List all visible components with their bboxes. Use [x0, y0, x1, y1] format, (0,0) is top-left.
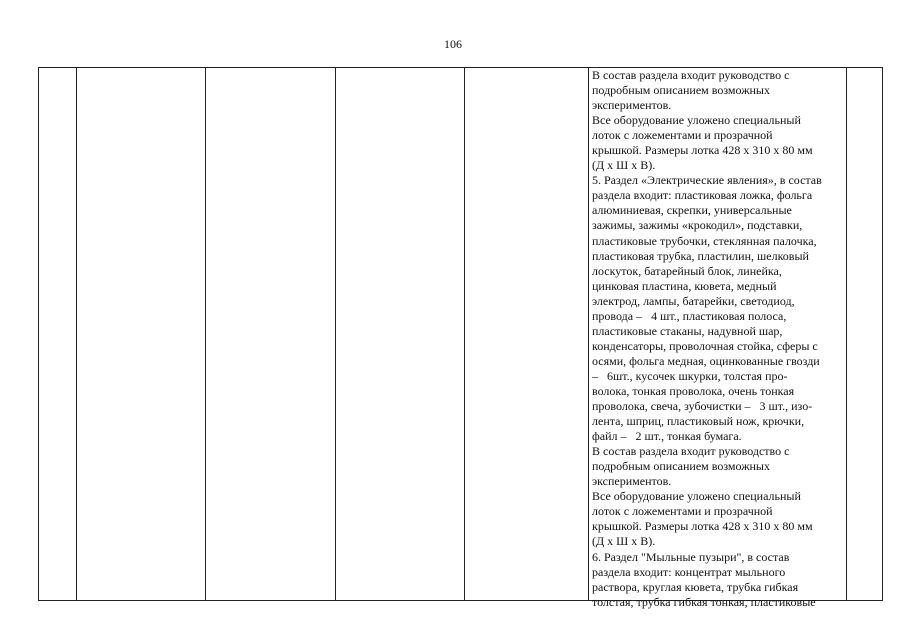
description-line: лента, шприц, пластиковый нож, крючки, — [592, 414, 805, 429]
description-line: Все оборудование уложено специальный — [592, 113, 801, 128]
description-line: 5. Раздел «Электрические явления», в состав — [592, 173, 822, 188]
description-line: электрод, лампы, батарейки, светодиод, — [592, 293, 795, 308]
description-line: Все оборудование уложено специальный — [592, 489, 801, 504]
description-cell — [592, 68, 847, 610]
column-divider — [76, 68, 77, 600]
description-line: конденсаторы, проволочная стойка, сферы с — [592, 338, 818, 353]
description-line: В состав раздела входит руководство с — [592, 68, 790, 82]
description-line: зажимы, зажимы «крокодил», подставки, — [592, 218, 803, 233]
description-line: алюминиевая, скрепки, универсальные — [592, 203, 792, 218]
description-line: волока, тонкая проволока, очень тонкая — [592, 383, 795, 398]
description-line: экспериментов. — [592, 474, 672, 489]
description-line: крышкой. Размеры лотка 428 х 310 х 80 мм — [592, 519, 813, 534]
description-line: лоток с ложементами и прозрачной — [592, 128, 773, 143]
description-line: В состав раздела входит руководство с — [592, 444, 790, 459]
column-divider — [205, 68, 206, 600]
description-line: раздела входит: концентрат мыльного — [592, 564, 786, 579]
description-line: раствора, круглая кювета, трубка гибкая — [592, 579, 799, 594]
description-line: – 6шт., кусочек шкурки, толстая про- — [592, 368, 788, 383]
column-divider — [335, 68, 336, 600]
description-line: (Д х Ш х В). — [592, 158, 656, 173]
description-line: подробным описанием возможных — [592, 83, 770, 98]
description-line: экспериментов. — [592, 98, 672, 113]
description-line: цинковая пластина, кювета, медный — [592, 278, 777, 293]
description-line: лоскуток, батарейный блок, линейка, — [592, 263, 782, 278]
description-line: лоток с ложементами и прозрачной — [592, 504, 773, 519]
description-line: файл – 2 шт., тонкая бумага. — [592, 429, 742, 444]
description-line: пластиковые стаканы, надувной шар, — [592, 323, 783, 338]
page-number: 106 — [444, 37, 462, 51]
column-divider — [588, 68, 589, 600]
description-line: осями, фольга медная, оцинкованные гвозди — [592, 353, 820, 368]
description-line: (Д х Ш х В). — [592, 534, 656, 549]
description-line: провода – 4 шт., пластиковая полоса, — [592, 308, 787, 323]
description-line: толстая, трубка гибкая тонкая, пластиковые — [592, 594, 816, 609]
description-line: подробным описанием возможных — [592, 459, 770, 474]
column-divider — [464, 68, 465, 600]
description-line: раздела входит: пластиковая ложка, фольга — [592, 188, 813, 203]
description-line: крышкой. Размеры лотка 428 х 310 х 80 мм — [592, 143, 813, 158]
description-line: 6. Раздел "Мыльные пузыри", в состав — [592, 549, 790, 564]
description-line: пластиковая трубка, пластилин, шелковый — [592, 248, 809, 263]
description-line: проволока, свеча, зубочистки – 3 шт., изо- — [592, 399, 813, 414]
specification-table — [38, 67, 883, 609]
description-line: пластиковые трубочки, стеклянная палочка, — [592, 233, 817, 248]
